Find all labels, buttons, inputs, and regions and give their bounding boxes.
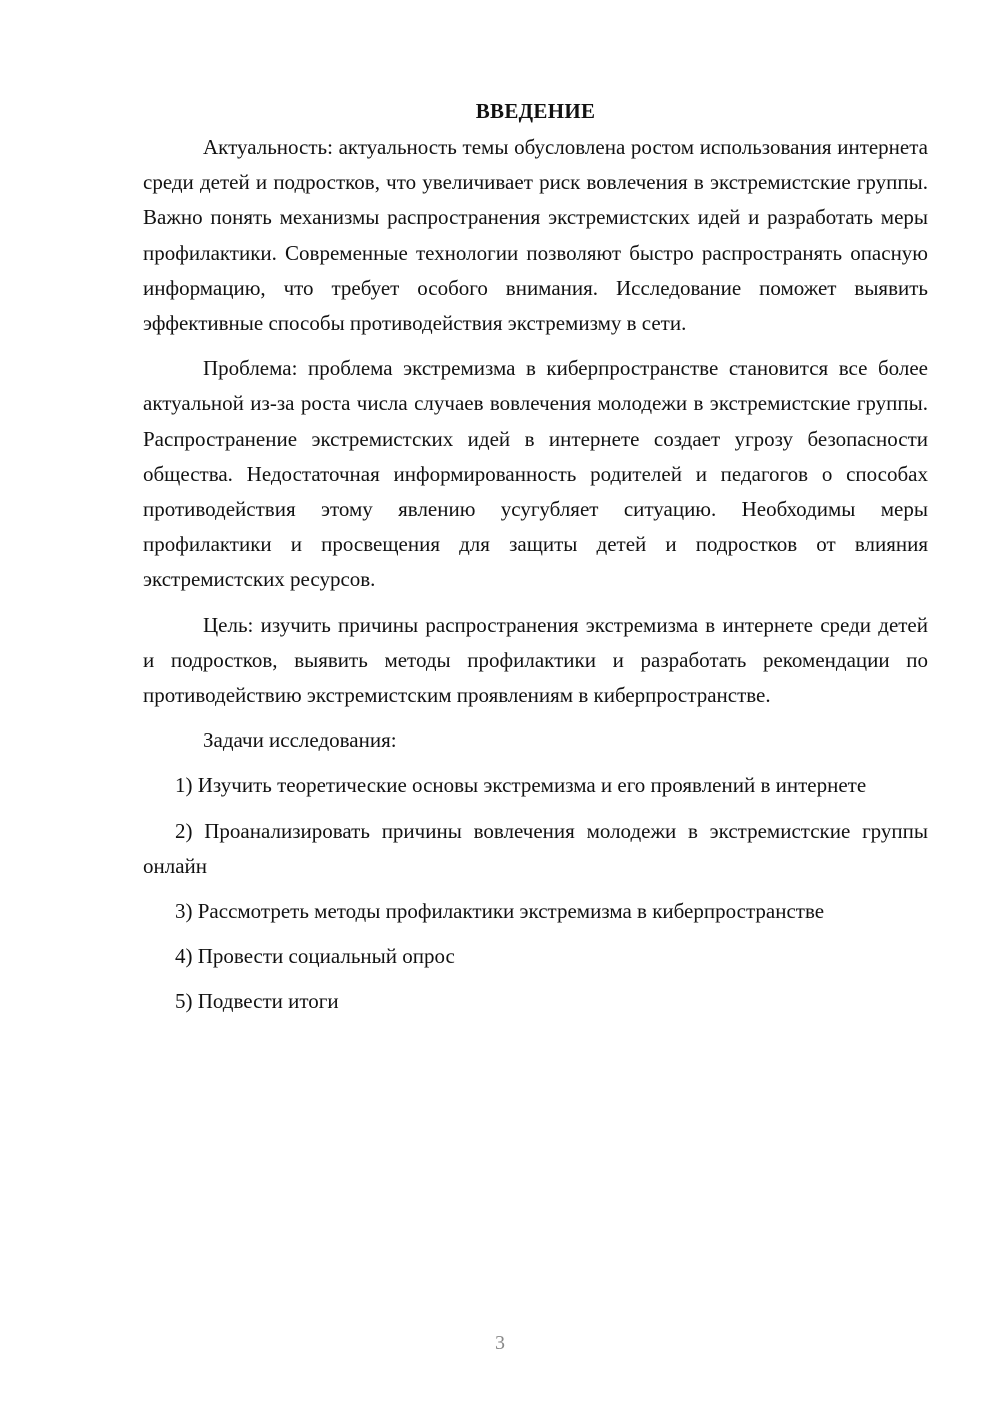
page-title: ВВЕДЕНИЕ [475,99,596,123]
task-item-3: 3) Рассмотреть методы профилактики экстремизма в киберпространстве [175,899,825,924]
document-page [143,96,928,1020]
task-item-2: 2) Проанализировать причины вовлечения молодежи в экстремистские группы онлайн [143,818,928,878]
task-list [143,768,928,1019]
task-item-1: 1) Изучить теоретические основы экстремизма и его проявлений в интернете [175,773,867,798]
problem-paragraph: Проблема: проблема экстремизма в киберпространстве становится все более актуальной из-за роста числа случаев вовлечения молодежи в экстремистские группы. Распространение экстремистских идей в интернете создает угрозу безопасности общества. Недостаточная информированность родителей и педагогов о способах противодействия этому явлению усугубляет ситуацию. Необходимы меры профилактики и просвещения для защиты детей и подростков от влияния экстремистских ресурсов. [143,356,928,592]
task-item-5: 5) Подвести итоги [175,989,339,1014]
page-number: 3 [495,1332,505,1354]
relevance-paragraph: Актуальность: актуальность темы обусловлена ростом использования интернета среди детей и подростков, что увеличивает риск вовлечения в экстремистские группы. Важно понять механизмы распространения экстремистских идей и разработать меры профилактики. Современные технологии позволяют быстро распространять опасную информацию, что требует особого внимания. Исследование поможет выявить эффективные способы противодействия экстремизму в сети. [143,135,928,336]
tasks-heading: Задачи исследования: [203,728,397,753]
goal-paragraph: Цель: изучить причины распространения экстремизма в интернете среди детей и подростков, выявить методы профилактики и разработать рекомендации по противодействию экстремистским проявлениям в киберпространстве. [143,612,928,708]
task-item-4: 4) Провести социальный опрос [175,944,455,969]
